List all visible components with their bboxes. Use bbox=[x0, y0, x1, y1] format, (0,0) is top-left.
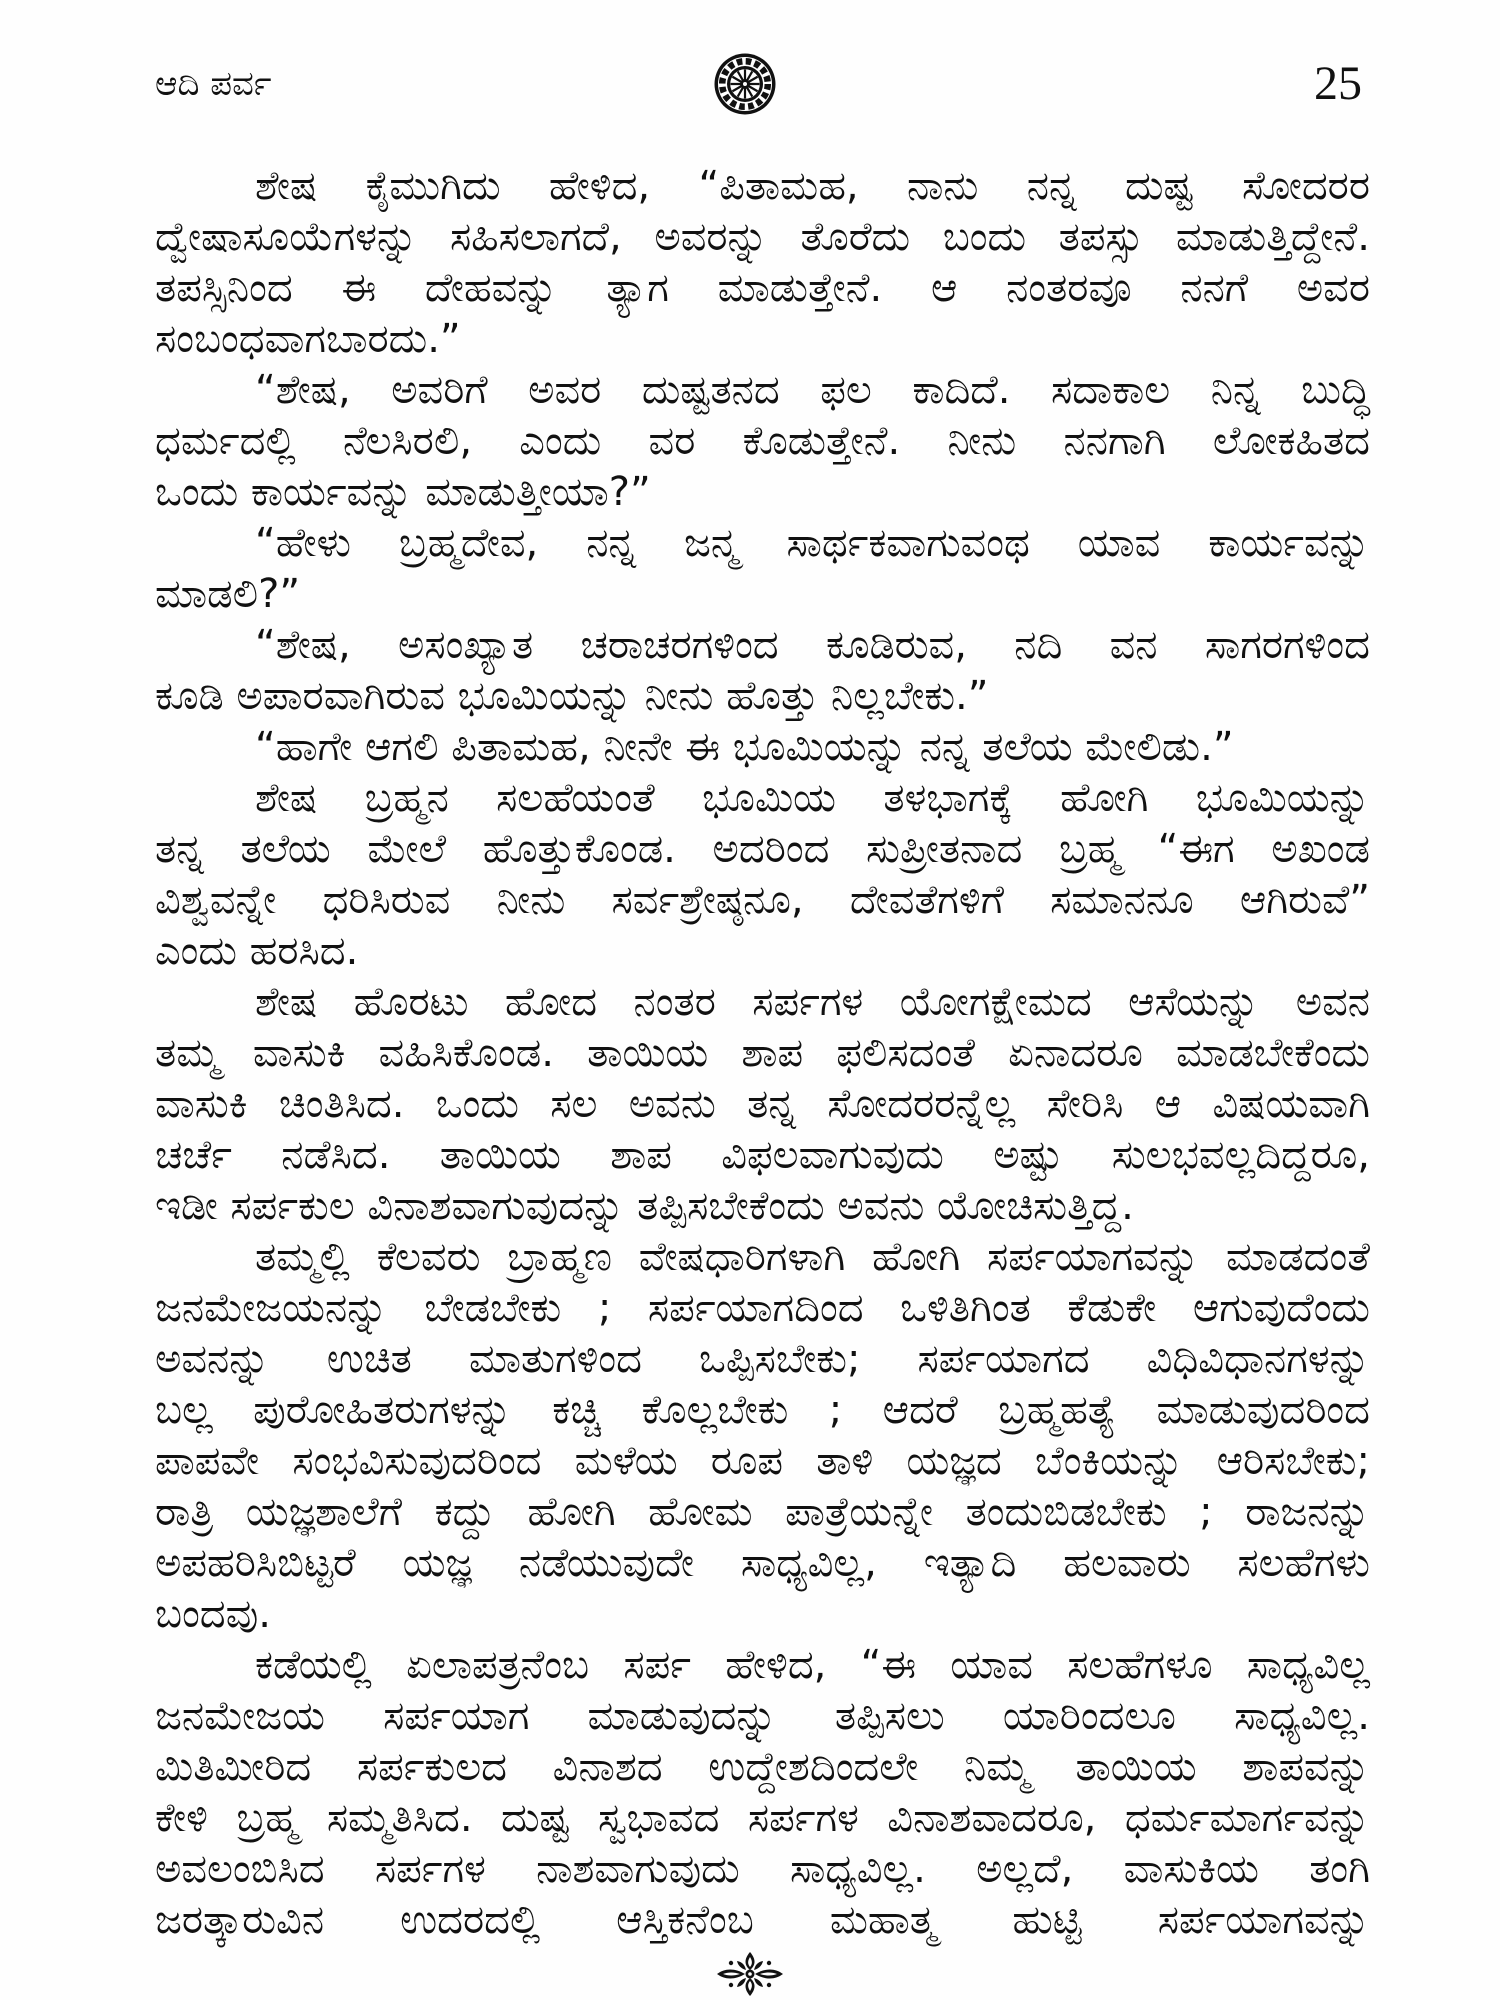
text-line: ಜನಮೇಜಯ ಸರ್ಪಯಾಗ ಮಾಡುವುದನ್ನು ತಪ್ಪಿಸಲು ಯಾರಿಂದಲೂ ಸಾಧ್ಯವಿಲ್ಲ. bbox=[155, 1693, 1370, 1739]
text-line: “ಶೇಷ, ಅವರಿಗೆ ಅವರ ದುಷ್ಟತನದ ಫಲ ಕಾದಿದೆ. ಸದಾಕಾಲ ನಿನ್ನ ಬುದ್ಧಿ bbox=[255, 367, 1370, 413]
text-line: ಶೇಷ ಹೊರಟು ಹೋದ ನಂತರ ಸರ್ಪಗಳ ಯೋಗಕ್ಷೇಮದ ಆಸೆಯನ್ನು ಅವನ bbox=[255, 979, 1370, 1025]
text-line: ತಪಸ್ಸಿನಿಂದ ಈ ದೇಹವನ್ನು ತ್ಯಾಗ ಮಾಡುತ್ತೇನೆ. ಆ ನಂತರವೂ ನನಗೆ ಅವರ bbox=[155, 265, 1370, 311]
running-title: ಆದಿ ಪರ್ವ bbox=[155, 64, 272, 104]
text-line: ಪಾಪವೇ ಸಂಭವಿಸುವುದರಿಂದ ಮಳೆಯ ರೂಪ ತಾಳಿ ಯಜ್ಞದ ಬೆಂಕಿಯನ್ನು ಆರಿಸಬೇಕು; bbox=[155, 1438, 1370, 1484]
text-line: ಅವನನ್ನು ಉಚಿತ ಮಾತುಗಳಿಂದ ಒಪ್ಪಿಸಬೇಕು; ಸರ್ಪಯಾಗದ ವಿಧಿವಿಧಾನಗಳನ್ನು bbox=[155, 1336, 1370, 1382]
wheel-ornament-icon bbox=[713, 52, 777, 116]
paragraph bbox=[155, 1640, 1370, 1946]
text-line: ರಾತ್ರಿ ಯಜ್ಞಶಾಲೆಗೆ ಕದ್ದು ಹೋಗಿ ಹೋಮ ಪಾತ್ರೆಯನ್ನೇ ತಂದುಬಿಡಬೇಕು ; ರಾಜನನ್ನು bbox=[155, 1489, 1370, 1535]
text-line: ಕೂಡಿ ಅಪಾರವಾಗಿರುವ ಭೂಮಿಯನ್ನು ನೀನು ಹೊತ್ತು ನಿಲ್ಲಬೇಕು.” bbox=[155, 673, 989, 719]
text-line: ಮಾಡಲಿ?” bbox=[155, 571, 301, 617]
text-line: ವಾಸುಕಿ ಚಿಂತಿಸಿದ. ಒಂದು ಸಲ ಅವನು ತನ್ನ ಸೋದರರನ್ನೆಲ್ಲ ಸೇರಿಸಿ ಆ ವಿಷಯವಾಗಿ bbox=[155, 1081, 1370, 1127]
text-line: “ಶೇಷ, ಅಸಂಖ್ಯಾತ ಚರಾಚರಗಳಿಂದ ಕೂಡಿರುವ, ನದಿ ವನ ಸಾಗರಗಳಿಂದ bbox=[255, 622, 1370, 668]
paragraph bbox=[155, 977, 1370, 1232]
text-line: ಕೇಳಿ ಬ್ರಹ್ಮ ಸಮ್ಮತಿಸಿದ. ದುಷ್ಟ ಸ್ವಭಾವದ ಸರ್ಪಗಳ ವಿನಾಶವಾದರೂ, ಧರ್ಮಮಾರ್ಗವನ್ನು bbox=[155, 1795, 1370, 1841]
text-line: ಕಡೆಯಲ್ಲಿ ಏಲಾಪತ್ರನೆಂಬ ಸರ್ಪ ಹೇಳಿದ, “ಈ ಯಾವ ಸಲಹೆಗಳೂ ಸಾಧ್ಯವಿಲ್ಲ bbox=[255, 1642, 1370, 1688]
text-line: “ಹಾಗೇ ಆಗಲಿ ಪಿತಾಮಹ, ನೀನೇ ಈ ಭೂಮಿಯನ್ನು ನನ್ನ ತಲೆಯ ಮೇಲಿಡು.” bbox=[255, 724, 1234, 770]
text-line: ಇಡೀ ಸರ್ಪಕುಲ ವಿನಾಶವಾಗುವುದನ್ನು ತಪ್ಪಿಸಬೇಕೆಂದು ಅವನು ಯೋಚಿಸುತ್ತಿದ್ದ. bbox=[155, 1183, 1134, 1229]
text-line: ಮಿತಿಮೀರಿದ ಸರ್ಪಕುಲದ ವಿನಾಶದ ಉದ್ದೇಶದಿಂದಲೇ ನಿಮ್ಮ ತಾಯಿಯ ಶಾಪವನ್ನು bbox=[155, 1744, 1370, 1790]
paragraph bbox=[155, 518, 1370, 620]
text-line: “ಹೇಳು ಬ್ರಹ್ಮದೇವ, ನನ್ನ ಜನ್ಮ ಸಾರ್ಥಕವಾಗುವಂಥ ಯಾವ ಕಾರ್ಯವನ್ನು bbox=[255, 520, 1370, 566]
paragraph bbox=[155, 620, 1370, 722]
floral-ornament-icon bbox=[714, 1950, 786, 1998]
text-line: ಒಂದು ಕಾರ್ಯವನ್ನು ಮಾಡುತ್ತೀಯಾ?” bbox=[155, 469, 651, 515]
paragraph bbox=[155, 1232, 1370, 1640]
text-line: ತನ್ನ ತಲೆಯ ಮೇಲೆ ಹೊತ್ತುಕೊಂಡ. ಅದರಿಂದ ಸುಪ್ರೀತನಾದ ಬ್ರಹ್ಮ “ಈಗ ಅಖಂಡ bbox=[155, 826, 1370, 872]
paragraph bbox=[155, 773, 1370, 977]
text-line: ಅವಲಂಬಿಸಿದ ಸರ್ಪಗಳ ನಾಶವಾಗುವುದು ಸಾಧ್ಯವಿಲ್ಲ. ಅಲ್ಲದೆ, ವಾಸುಕಿಯ ತಂಗಿ bbox=[155, 1846, 1370, 1892]
text-line: ಎಂದು ಹರಸಿದ. bbox=[155, 928, 359, 974]
body-text bbox=[155, 161, 1370, 1946]
paragraph bbox=[155, 722, 1370, 773]
text-line: ಚರ್ಚೆ ನಡೆಸಿದ. ತಾಯಿಯ ಶಾಪ ವಿಫಲವಾಗುವುದು ಅಷ್ಟು ಸುಲಭವಲ್ಲದಿದ್ದರೂ, bbox=[155, 1132, 1370, 1178]
page-number: 25 bbox=[1314, 57, 1362, 110]
text-line: ಧರ್ಮದಲ್ಲಿ ನೆಲಸಿರಲಿ, ಎಂದು ವರ ಕೊಡುತ್ತೇನೆ. ನೀನು ನನಗಾಗಿ ಲೋಕಹಿತದ bbox=[155, 418, 1370, 464]
text-line: ಜನಮೇಜಯನನ್ನು ಬೇಡಬೇಕು ; ಸರ್ಪಯಾಗದಿಂದ ಒಳಿತಿಗಿಂತ ಕೆಡುಕೇ ಆಗುವುದೆಂದು bbox=[155, 1285, 1370, 1331]
text-line: ಸಂಬಂಧವಾಗಬಾರದು.” bbox=[155, 316, 461, 362]
text-line: ಶೇಷ ಕೈಮುಗಿದು ಹೇಳಿದ, “ಪಿತಾಮಹ, ನಾನು ನನ್ನ ದುಷ್ಟ ಸೋದರರ bbox=[255, 163, 1370, 209]
text-line: ಅಪಹರಿಸಿಬಿಟ್ಟರೆ ಯಜ್ಞ ನಡೆಯುವುದೇ ಸಾಧ್ಯವಿಲ್ಲ, ಇತ್ಯಾದಿ ಹಲವಾರು ಸಲಹೆಗಳು bbox=[155, 1540, 1370, 1586]
text-line: ಜರತ್ಕಾರುವಿನ ಉದರದಲ್ಲಿ ಆಸ್ತಿಕನೆಂಬ ಮಹಾತ್ಮ ಹುಟ್ಟಿ ಸರ್ಪಯಾಗವನ್ನು bbox=[155, 1897, 1370, 1943]
text-line: ದ್ವೇಷಾಸೂಯೆಗಳನ್ನು ಸಹಿಸಲಾಗದೆ, ಅವರನ್ನು ತೊರೆದು ಬಂದು ತಪಸ್ಸು ಮಾಡುತ್ತಿದ್ದೇನೆ. bbox=[155, 214, 1370, 260]
text-line: ವಿಶ್ವವನ್ನೇ ಧರಿಸಿರುವ ನೀನು ಸರ್ವಶ್ರೇಷ್ಠನೂ, ದೇವತೆಗಳಿಗೆ ಸಮಾನನೂ ಆಗಿರುವೆ” bbox=[155, 877, 1370, 923]
paragraph bbox=[155, 365, 1370, 518]
paragraph bbox=[155, 161, 1370, 365]
text-line: ಬಲ್ಲ ಪುರೋಹಿತರುಗಳನ್ನು ಕಚ್ಚಿ ಕೊಲ್ಲಬೇಕು ; ಆದರೆ ಬ್ರಹ್ಮಹತ್ಯೆ ಮಾಡುವುದರಿಂದ bbox=[155, 1387, 1370, 1433]
text-line: ತಮ್ಮ ವಾಸುಕಿ ವಹಿಸಿಕೊಂಡ. ತಾಯಿಯ ಶಾಪ ಫಲಿಸದಂತೆ ಏನಾದರೂ ಮಾಡಬೇಕೆಂದು bbox=[155, 1030, 1370, 1076]
text-line: ಬಂದವು. bbox=[155, 1591, 271, 1637]
text-line: ತಮ್ಮಲ್ಲಿ ಕೆಲವರು ಬ್ರಾಹ್ಮಣ ವೇಷಧಾರಿಗಳಾಗಿ ಹೋಗಿ ಸರ್ಪಯಾಗವನ್ನು ಮಾಡದಂತೆ bbox=[255, 1234, 1370, 1280]
text-line: ಶೇಷ ಬ್ರಹ್ಮನ ಸಲಹೆಯಂತೆ ಭೂಮಿಯ ತಳಭಾಗಕ್ಕೆ ಹೋಗಿ ಭೂಮಿಯನ್ನು bbox=[255, 775, 1370, 821]
